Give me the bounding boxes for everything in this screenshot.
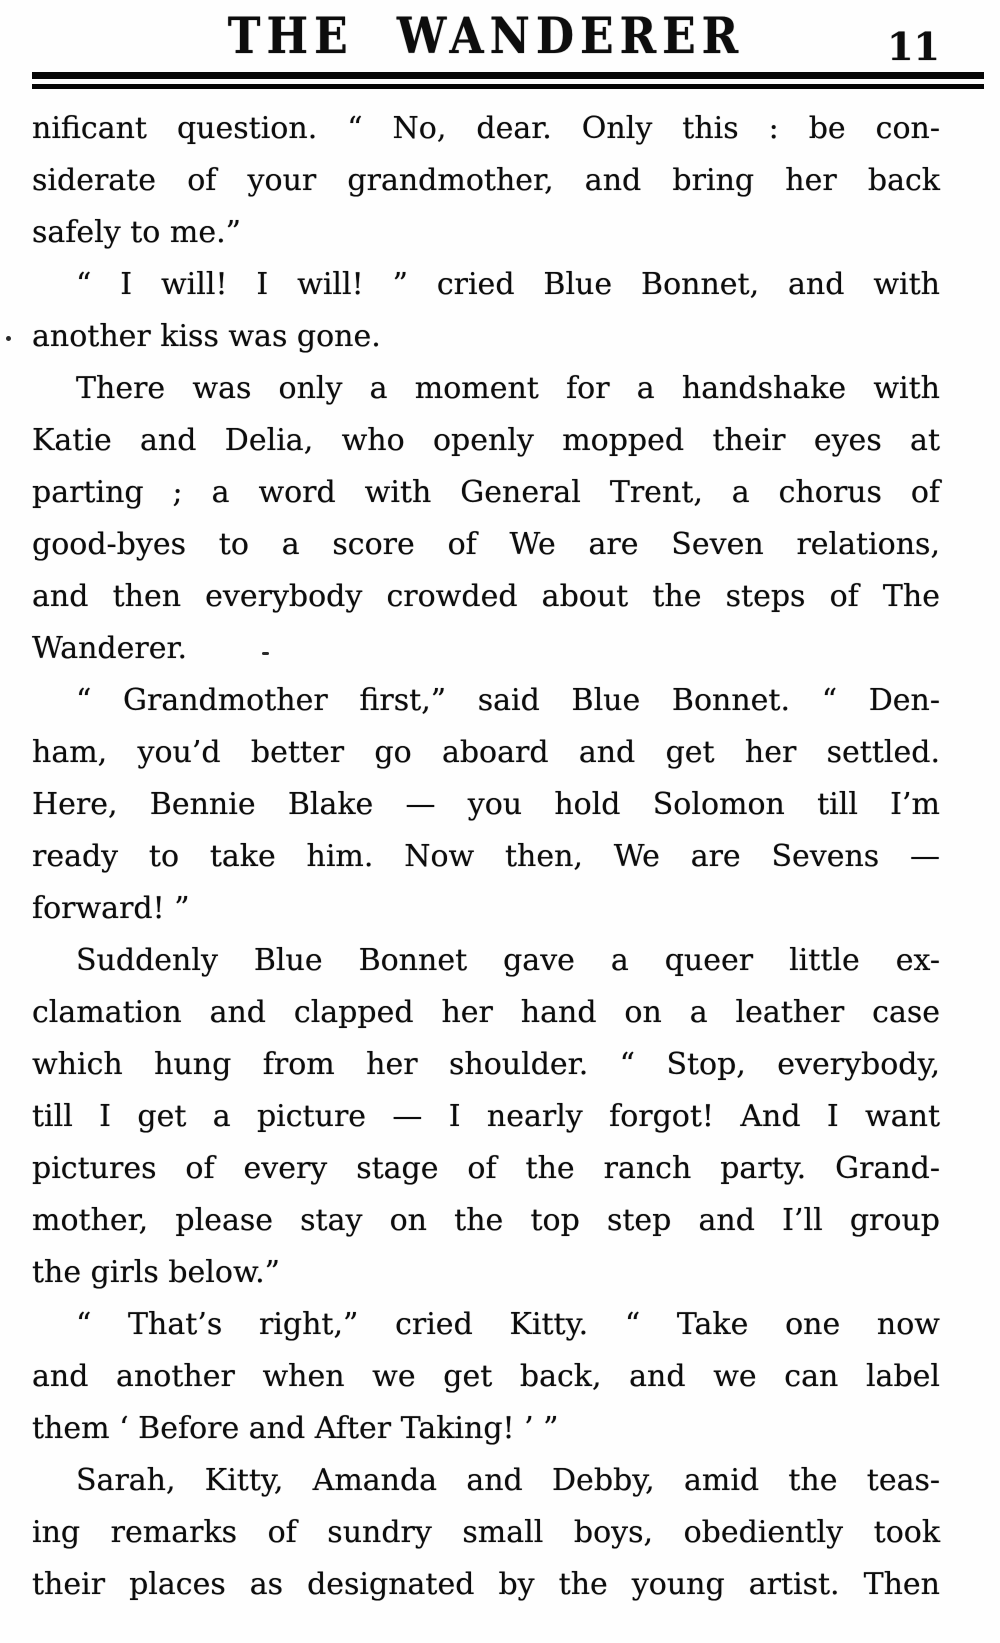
text-line: till I get a picture — I nearly forgot! And I want [32,1099,940,1134]
text-line: Katie and Delia, who openly mopped their eyes at [32,423,940,458]
text-line: Suddenly Blue Bonnet gave a queer little ex- [76,943,940,978]
text-line: them ‘ Before and After Taking! ’ ” [32,1411,559,1446]
page-number: 11 [887,24,940,69]
text-line: ham, you’d better go aboard and get her settled. [32,735,940,770]
text-line: “ Grandmother first,” said Blue Bonnet. “ Den- [76,683,940,718]
text-line: another kiss was gone. [32,319,381,354]
text-line: There was only a moment for a handshake with [76,371,940,406]
text-line: the girls below.” [32,1255,280,1290]
text-line: forward! ” [32,891,190,926]
page-header [32,0,940,72]
scan-artifact-dot [262,652,269,655]
text-line: nificant question. “ No, dear. Only this : be con- [32,111,940,146]
text-line: Sarah, Kitty, Amanda and Debby, amid the teas- [76,1463,940,1498]
text-line: mother, please stay on the top step and I’ll group [32,1203,940,1238]
text-line: “ That’s right,” cried Kitty. “ Take one now [76,1307,940,1342]
text-line: their places as designated by the young artist. Then [32,1567,940,1602]
text-line: good-byes to a score of We are Seven relations, [32,527,940,562]
text-line: safely to me.” [32,215,241,250]
text-line: siderate of your grandmother, and bring her back [32,163,940,198]
text-line: clamation and clapped her hand on a leather case [32,995,940,1030]
text-line: and another when we get back, and we can label [32,1359,940,1394]
page-title: THE WANDERER [227,8,745,66]
header-double-rule [32,72,984,89]
page-body [32,103,940,1611]
text-line: Here, Bennie Blake — you hold Solomon till I’m [32,787,940,822]
scan-artifact-dot [6,336,11,341]
text-line: parting ; a word with General Trent, a chorus of [32,475,940,510]
text-line: “ I will! I will! ” cried Blue Bonnet, and with [76,267,940,302]
text-line: Wanderer. [32,631,188,666]
text-line: ing remarks of sundry small boys, obediently took [32,1515,940,1550]
text-line: which hung from her shoulder. “ Stop, everybody, [32,1047,940,1082]
text-line: and then everybody crowded about the steps of The [32,579,940,614]
text-line: pictures of every stage of the ranch party. Grand- [32,1151,940,1186]
text-line: ready to take him. Now then, We are Sevens — [32,839,940,874]
